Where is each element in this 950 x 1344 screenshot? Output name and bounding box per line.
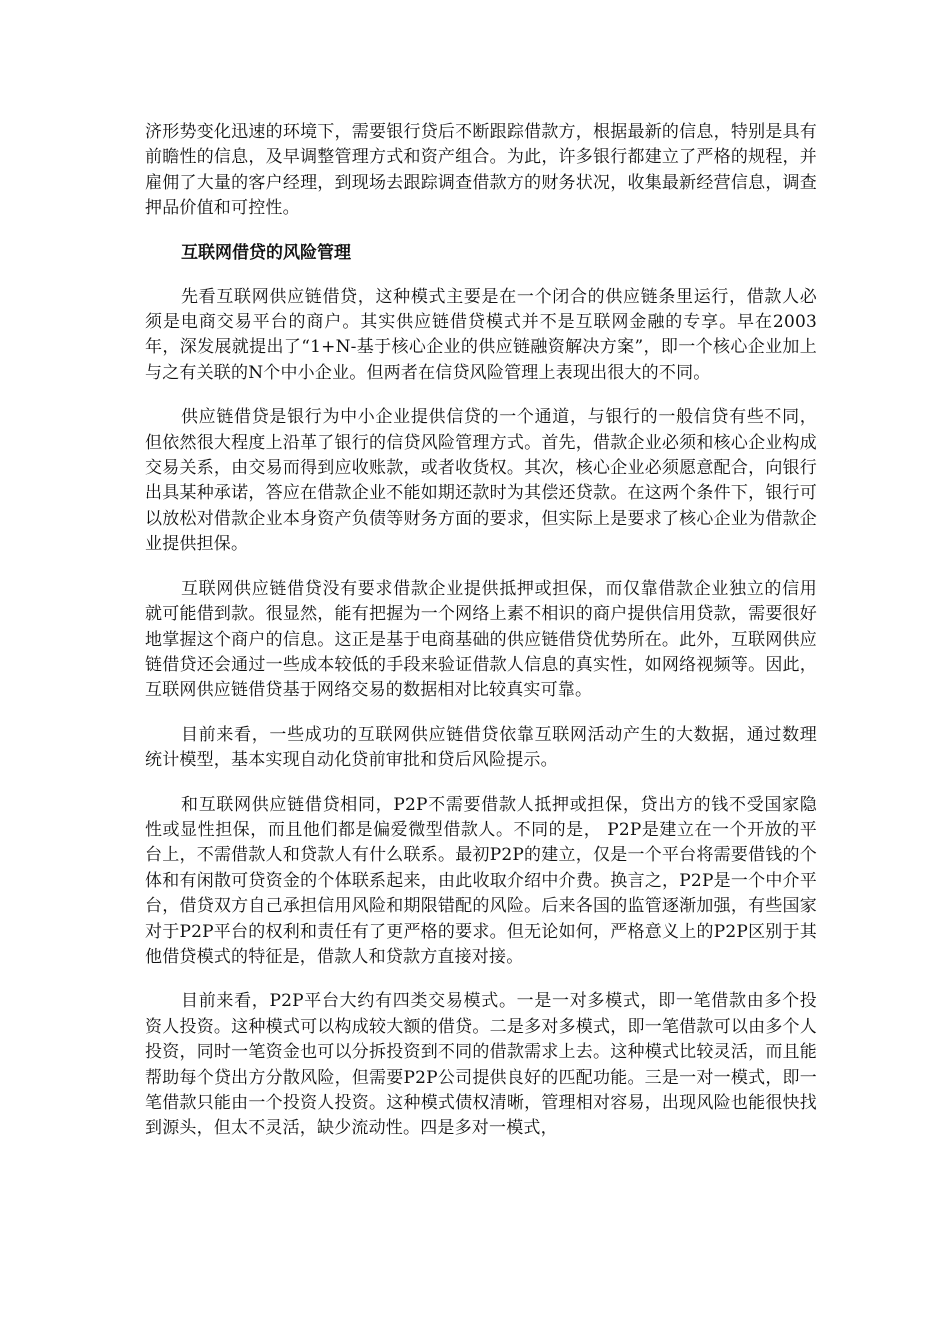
paragraph-supply-chain-intro: 先看互联网供应链借贷，这种模式主要是在一个闭合的供应链条里运行，借款人必须是电商交易平台的商户。其实供应链借贷模式并不是互联网金融的专享。早在2003年，深发展就提出了“1+N-基于核心企业的供应链融资解决方案”，即一个核心企业加上与之有关联的N个中小企业。但两者在信贷风险管理上表现出很大的不同。 (145, 286, 817, 383)
paragraph-big-data: 目前来看，一些成功的互联网供应链借贷依靠互联网活动产生的大数据，通过数理统计模型，基本实现自动化贷前审批和贷后风险提示。 (145, 724, 817, 771)
paragraph-internet-supply-chain: 互联网供应链借贷没有要求借款企业提供抵押或担保，而仅靠借款企业独立的信用就可能借到款。很显然，能有把握为一个网络上素不相识的商户提供信用贷款，需要很好地掌握这个商户的信息。这正是基于电商基础的供应链借贷优势所在。此外，互联网供应链借贷还会通过一些成本较低的手段来验证借款人信息的真实性，如网络视频等。因此，互联网供应链借贷基于网络交易的数据相对比较真实可靠。 (145, 578, 817, 701)
paragraph-p2p-intro: 和互联网供应链借贷相同，P2P不需要借款人抵押或担保，贷出方的钱不受国家隐性或显性担保，而且他们都是偏爱微型借款人。不同的是， P2P是建立在一个开放的平台上，不需借款人和贷款人有什么联系。最初P2P的建立，仅是一个平台将需要借钱的个体和有闲散可贷资金的个体联系起来，由此收取介绍中介费。换言之，P2P是一个中介平台，借贷双方自己承担信用风险和期限错配的风险。后来各国的监管逐渐加强，有些国家对于P2P平台的权利和责任有了更严格的要求。但无论如何，严格意义上的P2P区别于其他借贷模式的特征是，借款人和贷款方直接对接。 (145, 794, 817, 967)
section-heading: 互联网借贷的风险管理 (181, 242, 351, 263)
continued-paragraph: 济形势变化迅速的环境下，需要银行贷后不断跟踪借款方，根据最新的信息，特别是具有前瞻性的信息，及早调整管理方式和资产组合。为此，许多银行都建立了严格的规程，并雇佣了大量的客户经理，到现场去跟踪调查借款方的财务状况，收集最新经营信息，调查押品价值和可控性。 (145, 122, 817, 219)
document-page (145, 120, 817, 1161)
paragraph-p2p-modes: 目前来看，P2P平台大约有四类交易模式。一是一对多模式，即一笔借款由多个投资人投资。这种模式可以构成较大额的借贷。二是多对多模式，即一笔借款可以由多个人投资，同时一笔资金也可以分拆投资到不同的借款需求上去。这种模式比较灵活，而且能帮助每个贷出方分散风险，但需要P2P公司提供良好的匹配功能。三是一对一模式，即一笔借款只能由一个投资人投资。这种模式债权清晰，管理相对容易，出现风险也能很快找到源头，但太不灵活，缺少流动性。四是多对一模式， (145, 991, 817, 1139)
paragraph-supply-chain-bank: 供应链借贷是银行为中小企业提供信贷的一个通道，与银行的一般信贷有些不同，但依然很大程度上沿革了银行的信贷风险管理方式。首先，借款企业必须和核心企业构成交易关系，由交易而得到应收账款，或者收货权。其次，核心企业必须愿意配合，向银行出具某种承诺，答应在借款企业不能如期还款时为其偿还贷款。在这两个条件下，银行可以放松对借款企业本身资产负债等财务方面的要求，但实际上是要求了核心企业为借款企业提供担保。 (145, 407, 817, 555)
